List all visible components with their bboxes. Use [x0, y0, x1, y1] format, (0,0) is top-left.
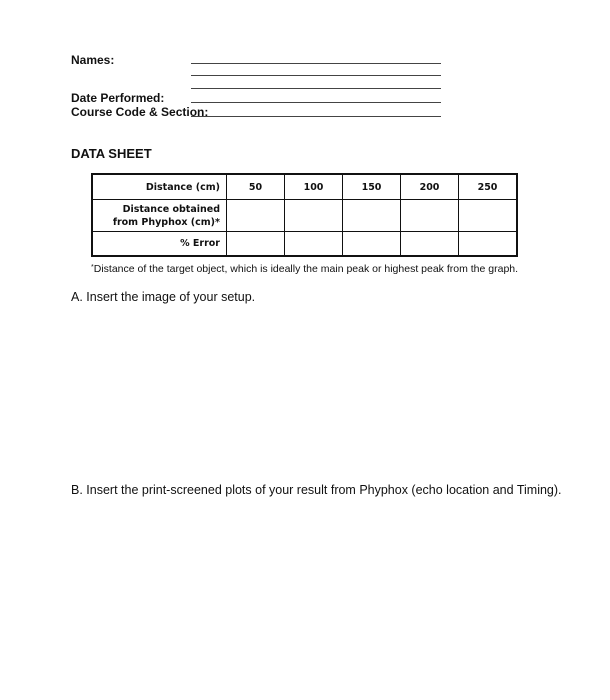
column-header-250: 250	[459, 174, 518, 200]
distance-obtained-cell-50[interactable]	[227, 200, 285, 232]
distance-obtained-label	[92, 200, 227, 232]
names-label: Names:	[71, 53, 115, 67]
names-line-3[interactable]	[191, 88, 441, 89]
distance-obtained-cell-150[interactable]	[343, 200, 401, 232]
footnote-mark: *	[91, 264, 94, 271]
percent-error-cell-250[interactable]	[459, 232, 518, 257]
instruction-b: B. Insert the print-screened plots of your result from Phyphox (echo location and Timing).	[71, 483, 562, 497]
percent-error-cell-200[interactable]	[401, 232, 459, 257]
distance-obtained-label-line1: Distance obtained	[122, 203, 220, 215]
course-code-line[interactable]	[191, 116, 441, 117]
percent-error-label: % Error	[92, 232, 227, 257]
column-header-150: 150	[343, 174, 401, 200]
data-table	[91, 173, 518, 257]
distance-obtained-cell-200[interactable]	[401, 200, 459, 232]
distance-obtained-cell-100[interactable]	[285, 200, 343, 232]
date-performed-line[interactable]	[191, 102, 441, 103]
names-line-2[interactable]	[191, 75, 441, 76]
footnote-text: Distance of the target object, which is ideally the main peak or highest peak from the graph.	[93, 263, 519, 275]
data-sheet-title: DATA SHEET	[71, 146, 152, 161]
percent-error-cell-100[interactable]	[285, 232, 343, 257]
course-code-label: Course Code & Section:	[71, 105, 209, 119]
column-header-200: 200	[401, 174, 459, 200]
table-row	[92, 200, 517, 232]
date-performed-label: Date Performed:	[71, 91, 165, 105]
instruction-a: A. Insert the image of your setup.	[71, 290, 256, 304]
column-header-100: 100	[285, 174, 343, 200]
column-header-50: 50	[227, 174, 285, 200]
table-footnote	[91, 263, 518, 275]
distance-header-cell: Distance (cm)	[92, 174, 227, 200]
names-line-1[interactable]	[191, 63, 441, 64]
distance-obtained-cell-250[interactable]	[459, 200, 518, 232]
table-header-row	[92, 174, 517, 200]
percent-error-cell-50[interactable]	[227, 232, 285, 257]
table-row	[92, 232, 517, 257]
percent-error-cell-150[interactable]	[343, 232, 401, 257]
distance-obtained-label-line2: from Phyphox (cm)*	[112, 216, 220, 228]
